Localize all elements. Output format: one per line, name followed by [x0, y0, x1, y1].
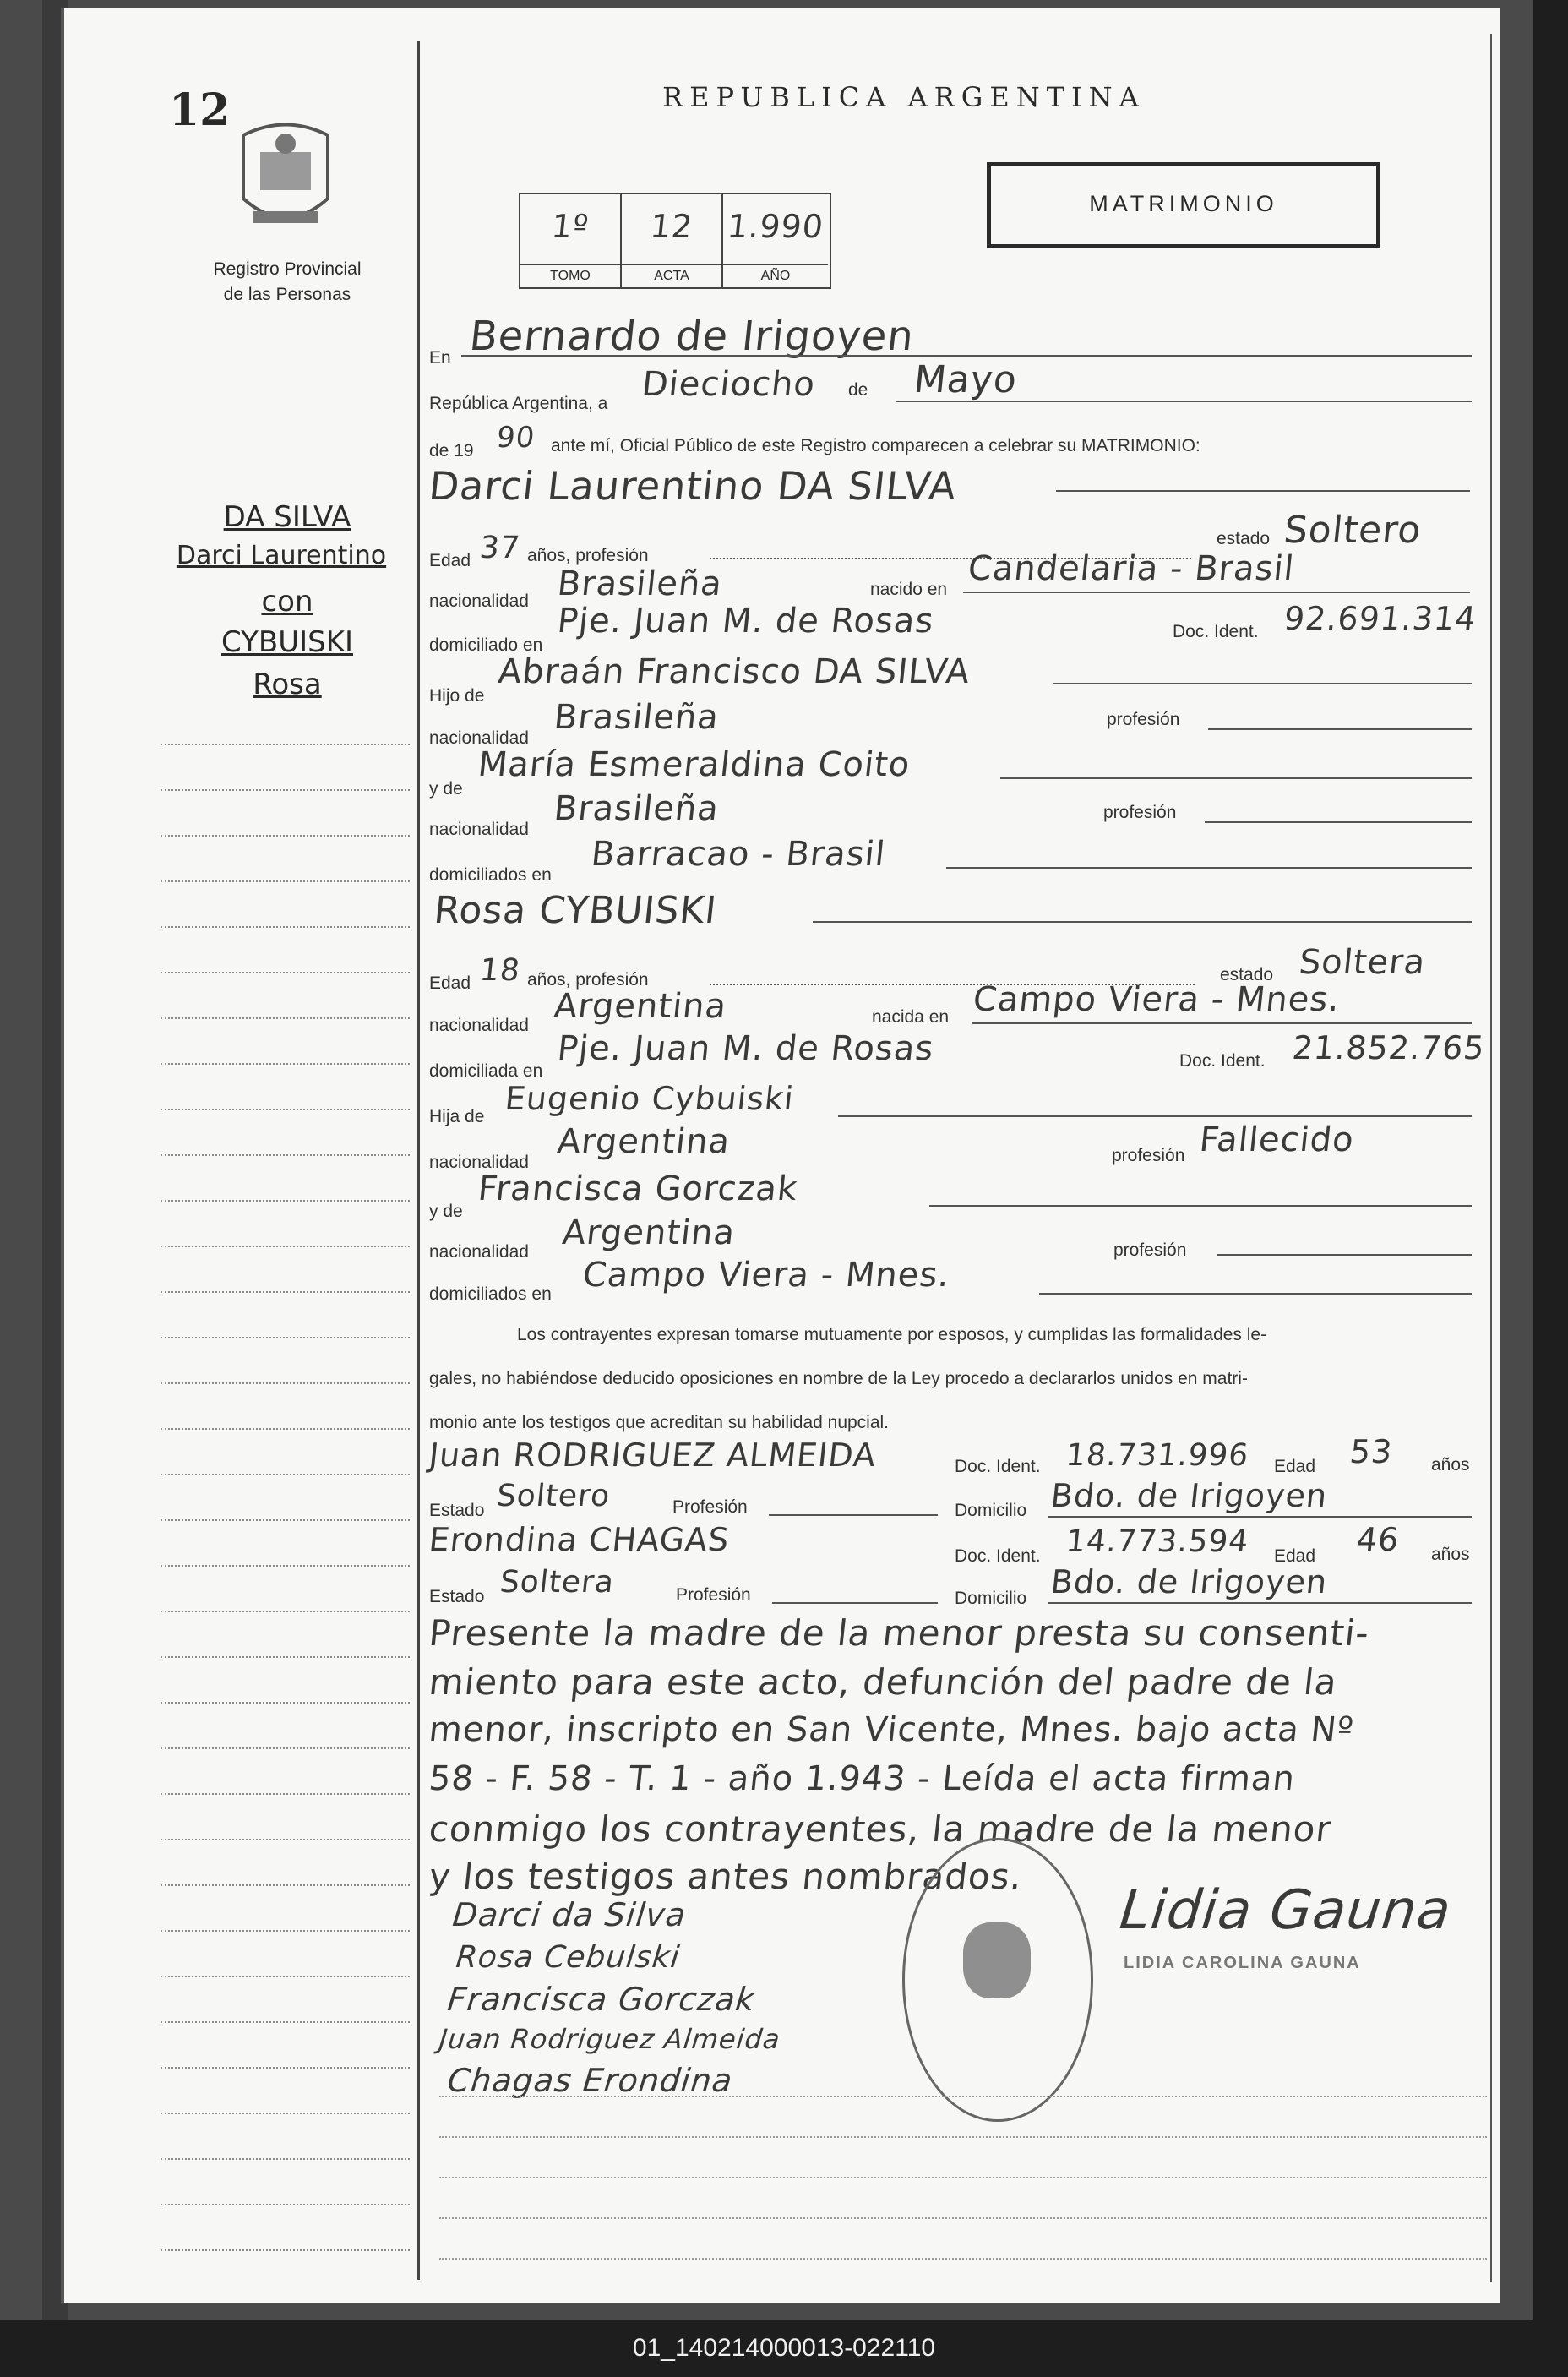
- bride-father-line: [838, 1115, 1472, 1117]
- margin-rule-line: [161, 1519, 410, 1521]
- bride-father-profession: Fallecido: [1197, 1120, 1357, 1159]
- body-rule-line: [439, 2136, 1487, 2138]
- groom-birthplace-line: [963, 592, 1470, 593]
- bride-mother-prof-line: [1217, 1254, 1472, 1256]
- margin-rule-line: [161, 1930, 410, 1932]
- bride-address: Pje. Juan M. de Rosas: [555, 1029, 936, 1068]
- registry-line-2: de las Personas: [223, 285, 351, 304]
- label-domiciliado: domiciliado en: [429, 635, 543, 655]
- margin-rule-line: [161, 1109, 410, 1110]
- label-bride-yde: y de: [429, 1202, 463, 1221]
- bride-mother: Francisca Gorczak: [476, 1169, 800, 1208]
- groom-birthplace: Candelaria - Brasil: [966, 549, 1297, 588]
- groom-parents-address: Barracao - Brasil: [589, 835, 888, 874]
- margin-rule-line: [161, 1474, 410, 1475]
- margin-groom-surname: DA SILVA: [223, 500, 351, 534]
- groom-parents-line: [946, 867, 1472, 869]
- label-bride-mother-prof: profesión: [1113, 1240, 1187, 1260]
- tomo-cell: [520, 194, 622, 287]
- witness-2-domicile: Bdo. de Irigoyen: [1048, 1563, 1330, 1600]
- margin-rule-line: [161, 2113, 410, 2114]
- margin-rule-line: [161, 2067, 410, 2069]
- note-line-5: conmigo los contrayentes, la madre de la menor: [427, 1808, 1334, 1850]
- margin-rule-line: [161, 2249, 410, 2251]
- body-rule-line: [439, 2258, 1487, 2260]
- witness-1-prof-line: [769, 1514, 938, 1516]
- bride-estado: Soltera: [1297, 943, 1428, 982]
- note-line-3: menor, inscripto en San Vicente, Mnes. bajo acta Nº: [427, 1710, 1356, 1749]
- ano-value: 1.990: [725, 208, 826, 245]
- note-line-1: Presente la madre de la menor presta su consenti-: [427, 1612, 1372, 1654]
- label-bride-nacionalidad: nacionalidad: [429, 1016, 529, 1035]
- page-number: 12: [169, 85, 231, 136]
- year-suffix: 90: [494, 421, 537, 455]
- witness-2-anos-label: años: [1431, 1545, 1470, 1564]
- groom-address: Pje. Juan M. de Rosas: [555, 602, 936, 641]
- margin-rule-line: [161, 2158, 410, 2160]
- groom-doc: 92.691.314: [1282, 600, 1478, 637]
- groom-father-line: [1053, 683, 1472, 684]
- registry-name: [186, 257, 389, 308]
- label-yde: y de: [429, 779, 463, 799]
- bride-mother-line: [929, 1205, 1472, 1207]
- label-father-nat: nacionalidad: [429, 728, 529, 748]
- margin-rule-line: [161, 1839, 410, 1840]
- margin-rule-line: [161, 880, 410, 882]
- country-title: REPUBLICA ARGENTINA: [662, 81, 1146, 113]
- acta-label: ACTA: [622, 264, 721, 284]
- signature-mother: Francisca Gorczak: [445, 1981, 758, 2018]
- margin-rule-line: [161, 2021, 410, 2023]
- acta-cell: [622, 194, 723, 287]
- month-line: [896, 401, 1472, 402]
- label-en: En: [429, 348, 451, 368]
- place-line: [461, 355, 1472, 357]
- margin-rule-line: [161, 926, 410, 928]
- official-signature: Lidia Gauna: [1117, 1879, 1455, 1942]
- witness-1-dom-label: Domicilio: [955, 1501, 1027, 1520]
- witness-1-estado: Soltero: [494, 1479, 612, 1513]
- margin-rule-line: [161, 1611, 410, 1612]
- margin-rule-line: [161, 1063, 410, 1065]
- witness-2-dom-line: [1048, 1602, 1472, 1604]
- margin-bride-name: Rosa: [253, 668, 322, 701]
- groom-name: Darci Laurentino DA SILVA: [427, 463, 960, 509]
- margin-groom-name: Darci Laurentino: [176, 541, 387, 570]
- margin-rule-line: [161, 1337, 410, 1338]
- label-year-prefix: de 19: [429, 441, 474, 461]
- label-bride-edad: Edad: [429, 973, 471, 993]
- bride-mother-nationality: Argentina: [560, 1213, 738, 1252]
- note-line-2: miento para este acto, defunción del padre de la: [427, 1661, 1340, 1703]
- label-bride-domiciliados: domiciliados en: [429, 1284, 552, 1304]
- witness-1-name: Juan RODRIGUEZ ALMEIDA: [427, 1437, 879, 1474]
- bride-birthplace: Campo Viera - Mnes.: [971, 980, 1342, 1019]
- bride-birthplace-line: [972, 1022, 1472, 1024]
- groom-estado: Soltero: [1282, 509, 1424, 552]
- bride-father-nationality: Argentina: [555, 1122, 732, 1161]
- witness-1-doc-label: Doc. Ident.: [955, 1457, 1041, 1476]
- body-rule-line: [439, 2217, 1487, 2219]
- image-id-footer: 01_140214000013-022110: [632, 2334, 936, 2362]
- right-border: [1490, 34, 1492, 2282]
- label-estado: estado: [1217, 529, 1271, 548]
- groom-age: 37: [477, 531, 522, 565]
- bride-age: 18: [477, 953, 522, 988]
- witness-2-age: 46: [1354, 1521, 1402, 1558]
- bride-father: Eugenio Cybuiski: [503, 1080, 797, 1117]
- note-line-6: y los testigos antes nombrados.: [427, 1856, 1025, 1897]
- bride-parents-line: [1039, 1293, 1472, 1295]
- label-mother-prof: profesión: [1103, 803, 1177, 822]
- witness-1-edad-label: Edad: [1274, 1457, 1316, 1476]
- label-de: de: [848, 380, 868, 400]
- registry-line-1: Registro Provincial: [213, 259, 362, 279]
- day-value: Dieciocho: [640, 365, 818, 404]
- tomo-value: 1º: [549, 208, 591, 245]
- label-doc: Doc. Ident.: [1173, 622, 1259, 641]
- margin-rule-line: [161, 1200, 410, 1202]
- bride-nationality: Argentina: [552, 987, 729, 1026]
- declaration-line-2: gales, no habiéndose deducido oposiciones en nombre de la Ley procedo a declararlos unidos en matri-: [429, 1369, 1248, 1388]
- label-nacionalidad: nacionalidad: [429, 592, 529, 611]
- label-hijo: Hijo de: [429, 686, 485, 706]
- groom-mother-prof-line: [1205, 821, 1472, 823]
- margin-divider: [417, 41, 420, 2280]
- label-nacida: nacida en: [872, 1007, 950, 1027]
- witness-2-name: Erondina CHAGAS: [427, 1521, 732, 1558]
- margin-rule-line: [161, 1017, 410, 1019]
- margin-rule-line: [161, 1793, 410, 1795]
- registration-box: [519, 193, 831, 289]
- signature-witness-1: Juan Rodriguez Almeida: [438, 2023, 782, 2055]
- margin-rule-line: [161, 1428, 410, 1430]
- label-profesion: años, profesión: [527, 546, 649, 565]
- margin-rule-line: [161, 1656, 410, 1658]
- margin-rule-line: [161, 2204, 410, 2205]
- witness-1-anos-label: años: [1431, 1455, 1470, 1475]
- groom-mother-nationality: Brasileña: [552, 789, 721, 828]
- margin-rule-line: [161, 1565, 410, 1567]
- label-bride-father-prof: profesión: [1112, 1146, 1185, 1165]
- label-edad: Edad: [429, 551, 471, 570]
- margin-rule-line: [161, 835, 410, 837]
- label-republica: República Argentina, a: [429, 394, 608, 413]
- signature-witness-2: Chagas Erondina: [445, 2062, 735, 2099]
- bride-parents-address: Campo Viera - Mnes.: [580, 1256, 952, 1295]
- ano-label: AÑO: [723, 264, 828, 284]
- groom-father: Abraán Francisco DA SILVA: [496, 652, 972, 691]
- bride-name-line: [813, 921, 1472, 923]
- witness-2-prof-label: Profesión: [676, 1585, 751, 1605]
- groom-father-prof-line: [1208, 728, 1472, 730]
- margin-rule-line: [161, 1291, 410, 1293]
- official-name-stamp: LIDIA CAROLINA GAUNA: [1124, 1954, 1361, 1972]
- witness-2-edad-label: Edad: [1274, 1546, 1316, 1566]
- label-nacido: nacido en: [870, 580, 948, 599]
- witness-2-dom-label: Domicilio: [955, 1589, 1027, 1608]
- witness-1-doc: 18.731.996: [1064, 1438, 1251, 1473]
- margin-rule-line: [161, 1702, 410, 1704]
- bride-doc: 21.852.765: [1290, 1029, 1487, 1066]
- label-bride-father-nat: nacionalidad: [429, 1153, 529, 1172]
- witness-2-doc-label: Doc. Ident.: [955, 1546, 1041, 1566]
- groom-name-line: [1056, 490, 1470, 492]
- label-father-prof: profesión: [1107, 710, 1180, 729]
- declaration-line-3: monio ante los testigos que acreditan su habilidad nupcial.: [429, 1413, 890, 1432]
- groom-mother-line: [1000, 777, 1472, 779]
- declaration-line-1: Los contrayentes expresan tomarse mutuamente por esposos, y cumplidas las formalidades le-: [517, 1325, 1267, 1344]
- margin-rule-line: [161, 1246, 410, 1247]
- place-value: Bernardo de Irigoyen: [467, 313, 917, 360]
- witness-1-prof-label: Profesión: [672, 1497, 748, 1517]
- margin-bride-surname: CYBUISKI: [220, 625, 354, 659]
- label-bride-profesion: años, profesión: [527, 970, 649, 990]
- margin-rule-line: [161, 789, 410, 791]
- margin-rule-line: [161, 1154, 410, 1156]
- note-line-4: 58 - F. 58 - T. 1 - año 1.943 - Leída el acta firman: [427, 1759, 1298, 1798]
- label-hija: Hija de: [429, 1107, 485, 1126]
- groom-mother: María Esmeraldina Coito: [476, 745, 912, 784]
- month-value: Mayo: [912, 358, 1020, 401]
- margin-rule-line: [161, 744, 410, 745]
- margin-rule-line: [161, 1382, 410, 1384]
- label-bride-doc: Doc. Ident.: [1179, 1051, 1266, 1071]
- crest-icon: [235, 118, 336, 237]
- margin-rule-line: [161, 1976, 410, 1977]
- act-type-box: MATRIMONIO: [987, 162, 1380, 248]
- seal-crest-icon: [963, 1922, 1031, 1998]
- label-domiciliados: domiciliados en: [429, 865, 552, 885]
- signature-groom: Darci da Silva: [450, 1896, 689, 1933]
- witness-1-estado-label: Estado: [429, 1501, 485, 1520]
- witness-1-age: 53: [1348, 1433, 1395, 1470]
- margin-con: con: [261, 585, 313, 619]
- ano-cell: [723, 194, 828, 287]
- witness-2-prof-line: [772, 1602, 938, 1604]
- groom-nationality: Brasileña: [555, 564, 725, 603]
- label-mother-nat: nacionalidad: [429, 820, 529, 839]
- witness-1-domicile: Bdo. de Irigoyen: [1048, 1477, 1330, 1514]
- margin-rule-line: [161, 1747, 410, 1749]
- tomo-label: TOMO: [520, 264, 620, 284]
- witness-2-doc: 14.773.594: [1064, 1524, 1251, 1559]
- witness-2-estado: Soltera: [498, 1565, 617, 1600]
- label-bride-mother-nat: nacionalidad: [429, 1242, 529, 1262]
- groom-father-nationality: Brasileña: [552, 698, 721, 737]
- label-domiciliada: domiciliada en: [429, 1061, 543, 1081]
- body-rule-line: [439, 2096, 1487, 2097]
- label-bride-estado: estado: [1220, 965, 1274, 984]
- bride-name: Rosa CYBUISKI: [432, 889, 720, 932]
- acta-value: 12: [648, 208, 695, 245]
- statement: ante mí, Oficial Público de este Registro comparecen a celebrar su MATRIMONIO:: [551, 436, 1200, 455]
- margin-rule-line: [161, 1884, 410, 1886]
- margin-rule-line: [161, 972, 410, 973]
- signature-bride: Rosa Cebulski: [454, 1940, 683, 1975]
- body-rule-line: [439, 2177, 1487, 2178]
- witness-2-estado-label: Estado: [429, 1587, 485, 1606]
- witness-1-dom-line: [1048, 1516, 1472, 1518]
